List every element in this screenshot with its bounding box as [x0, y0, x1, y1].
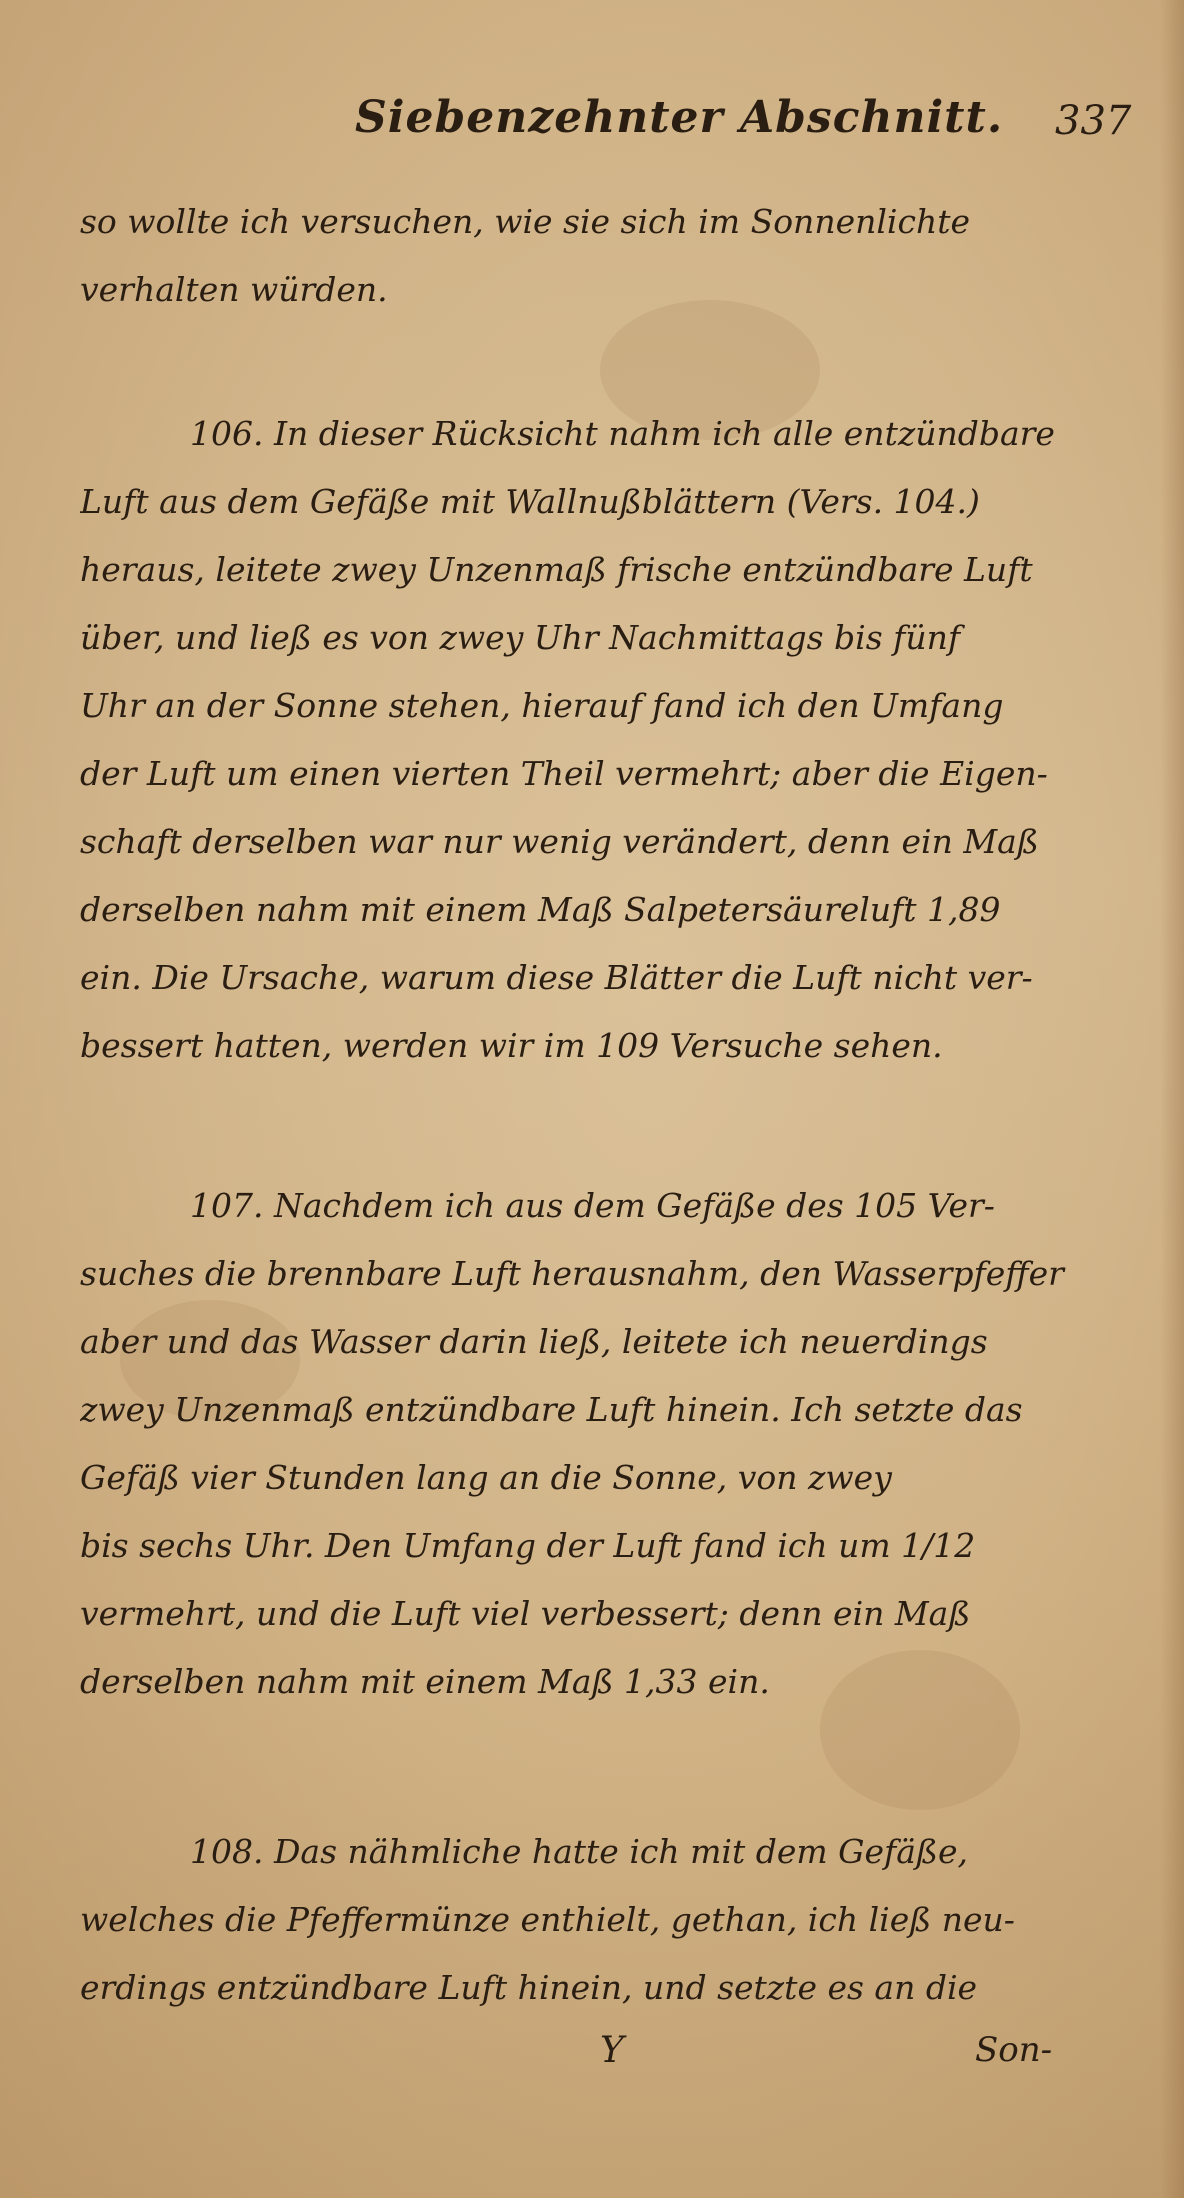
text-line: suches die brennbare Luft herausnahm, den Wasserpfeffer: [80, 1254, 1064, 1293]
text-line: 107. Nachdem ich aus dem Gefäße des 105 Ver-: [190, 1186, 995, 1225]
paragraph-continuation: [80, 188, 1140, 324]
text-line: zwey Unzenmaß entzündbare Luft hinein. Ich setzte das: [80, 1390, 1023, 1429]
paragraph-108: [80, 1818, 1140, 2022]
text-line: bessert hatten, werden wir im 109 Versuche sehen.: [80, 1026, 943, 1065]
text-line: vermehrt, und die Luft viel verbessert; denn ein Maß: [80, 1594, 971, 1633]
signature-mark: Y: [600, 2030, 624, 2071]
text-line: über, und ließ es von zwey Uhr Nachmittags bis fünf: [80, 618, 961, 657]
text-line: ein. Die Ursache, warum diese Blätter die Luft nicht ver-: [80, 958, 1033, 997]
text-line: Gefäß vier Stunden lang an die Sonne, von zwey: [80, 1458, 892, 1497]
running-title: Siebenzehnter Abschnitt.: [355, 92, 1004, 143]
catchword: Son-: [975, 2030, 1053, 2070]
page-edge-shadow: [1160, 0, 1184, 2198]
text-line: 106. In dieser Rücksicht nahm ich alle entzündbare: [190, 414, 1055, 453]
text-line: Luft aus dem Gefäße mit Wallnußblättern (Vers. 104.): [80, 482, 980, 521]
text-line: so wollte ich versuchen, wie sie sich im Sonnenlichte: [80, 202, 970, 241]
page-number: 337: [1055, 98, 1132, 144]
page-header: [355, 92, 1135, 162]
text-line: derselben nahm mit einem Maß 1,33 ein.: [80, 1662, 770, 1701]
text-line: derselben nahm mit einem Maß Salpetersäureluft 1,89: [80, 890, 1001, 929]
paragraph-106: [80, 400, 1140, 1080]
paragraph-107: [80, 1172, 1140, 1716]
text-line: verhalten würden.: [80, 270, 388, 309]
text-line: 108. Das nähmliche hatte ich mit dem Gefäße,: [190, 1832, 968, 1871]
text-line: erdings entzündbare Luft hinein, und setzte es an die: [80, 1968, 978, 2007]
text-line: aber und das Wasser darin ließ, leitete ich neuerdings: [80, 1322, 988, 1361]
page-footer: [0, 2030, 1184, 2090]
text-line: heraus, leitete zwey Unzenmaß frische entzündbare Luft: [80, 550, 1033, 589]
text-line: schaft derselben war nur wenig verändert, denn ein Maß: [80, 822, 1039, 861]
text-line: welches die Pfeffermünze enthielt, gethan, ich ließ neu-: [80, 1900, 1015, 1939]
text-line: der Luft um einen vierten Theil vermehrt; aber die Eigen-: [80, 754, 1048, 793]
text-line: Uhr an der Sonne stehen, hierauf fand ich den Umfang: [80, 686, 1004, 725]
text-line: bis sechs Uhr. Den Umfang der Luft fand ich um 1/12: [80, 1526, 976, 1565]
